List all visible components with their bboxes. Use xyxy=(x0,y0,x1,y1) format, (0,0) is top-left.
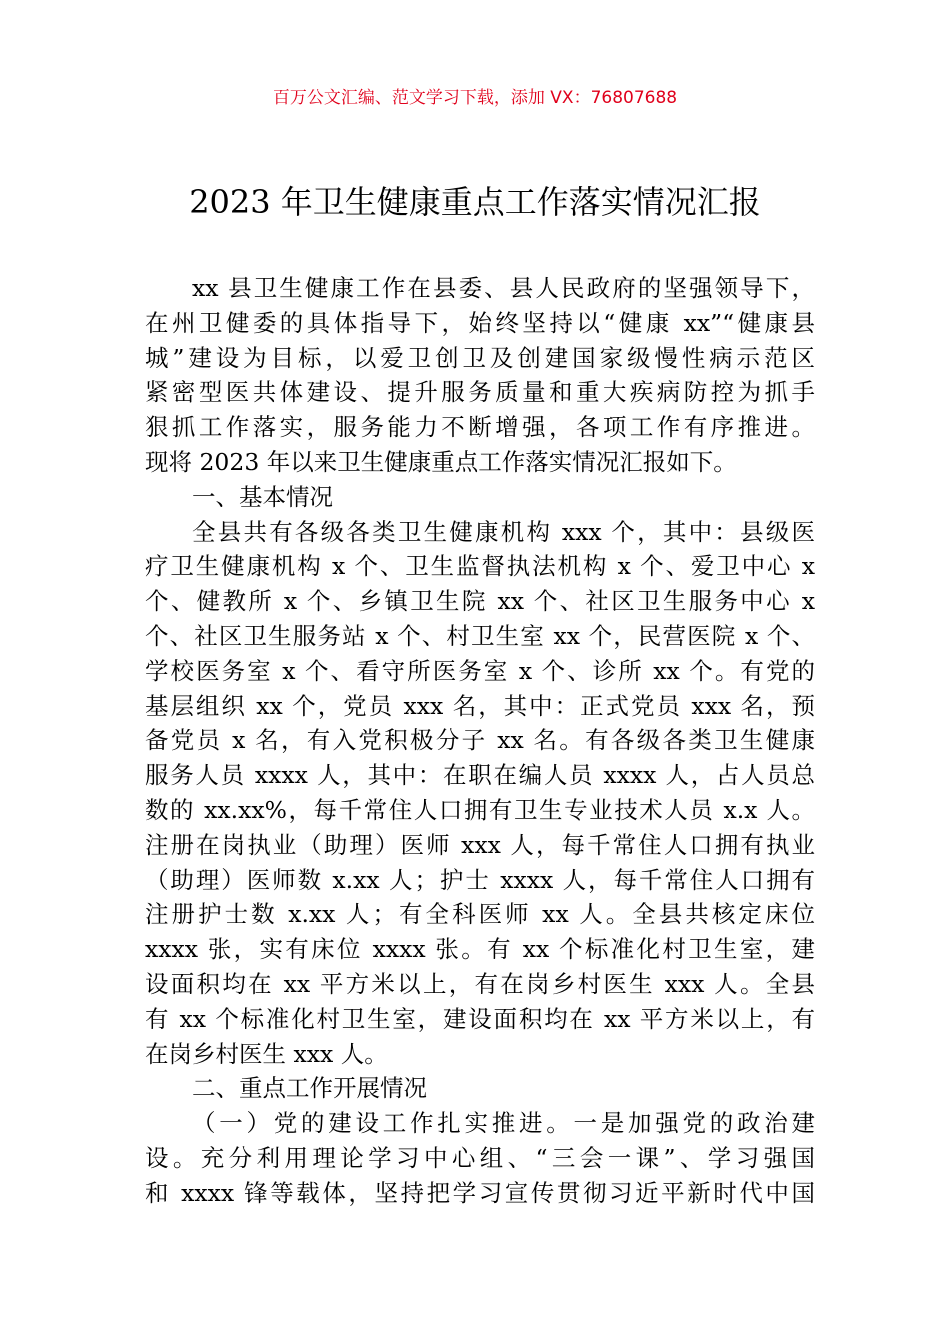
body-line: 个、社区卫生服务站 x 个、村卫生室 xx 个，民营医院 x 个、 xyxy=(145,621,815,650)
body-line: 在岗乡村医生 xxx 人。 xyxy=(145,1039,388,1068)
body-line: 疗卫生健康机构 x 个、卫生监督执法机构 x 个、爱卫中心 x xyxy=(145,552,815,581)
body-line: 狠抓工作落实，服务能力不断增强，各项工作有序推进。 xyxy=(145,413,815,442)
header-watermark-note: 百万公文汇编、范文学习下载，添加 VX：76807688 xyxy=(272,88,678,108)
body-line: 全县共有各级各类卫生健康机构 xxx 个，其中：县级医 xyxy=(192,517,815,546)
body-line: 和 xxxx 锋等载体，坚持把学习宣传贯彻习近平新时代中国 xyxy=(145,1178,815,1207)
section-heading: 一、基本情况 xyxy=(192,482,333,511)
body-line: xxxx 张，实有床位 xxxx 张。有 xx 个标准化村卫生室，建 xyxy=(145,935,815,964)
body-line: 注册护士数 x.xx 人；有全科医师 xx 人。全县共核定床位 xyxy=(145,900,815,929)
body-line: 有 xx 个标准化村卫生室，建设面积均在 xx 平方米以上，有 xyxy=(145,1004,815,1033)
body-line: 紧密型医共体建设、提升服务质量和重大疾病防控为抓手 xyxy=(145,378,815,407)
body-line: 城”建设为目标，以爱卫创卫及创建国家级慢性病示范区 xyxy=(145,343,815,372)
body-line: 备党员 x 名，有入党积极分子 xx 名。有各级各类卫生健康 xyxy=(145,726,815,755)
section-heading: 二、重点工作开展情况 xyxy=(192,1074,427,1103)
body-line: （助理）医师数 x.xx 人；护士 xxxx 人，每千常住人口拥有 xyxy=(145,865,815,894)
body-line: 数的 xx.xx%，每千常住人口拥有卫生专业技术人员 x.x 人。 xyxy=(145,795,815,824)
body-line: 学校医务室 x 个、看守所医务室 x 个、诊所 xx 个。有党的 xyxy=(145,656,815,685)
document-body xyxy=(145,271,815,1211)
body-line: 在州卫健委的具体指导下，始终坚持以“健康 xx”“健康县 xyxy=(145,308,815,337)
document-title: 2023 年卫生健康重点工作落实情况汇报 xyxy=(189,183,761,221)
body-line: （一）党的建设工作扎实推进。一是加强党的政治建 xyxy=(192,1109,815,1138)
body-line: 个、健教所 x 个、乡镇卫生院 xx 个、社区卫生服务中心 x xyxy=(145,587,815,616)
body-line: 设。充分利用理论学习中心组、“三会一课”、学习强国 xyxy=(145,1143,815,1172)
body-line: 现将 2023 年以来卫生健康重点工作落实情况汇报如下。 xyxy=(145,447,737,476)
body-line: 注册在岗执业（助理）医师 xxx 人，每千常住人口拥有执业 xyxy=(145,830,815,859)
body-line: xx 县卫生健康工作在县委、县人民政府的坚强领导下， xyxy=(192,274,815,302)
body-line: 设面积均在 xx 平方米以上，有在岗乡村医生 xxx 人。全县 xyxy=(145,969,815,998)
body-line: 基层组织 xx 个，党员 xxx 名，其中：正式党员 xxx 名，预 xyxy=(145,691,815,720)
body-line: 服务人员 xxxx 人，其中：在职在编人员 xxxx 人，占人员总 xyxy=(145,761,815,790)
